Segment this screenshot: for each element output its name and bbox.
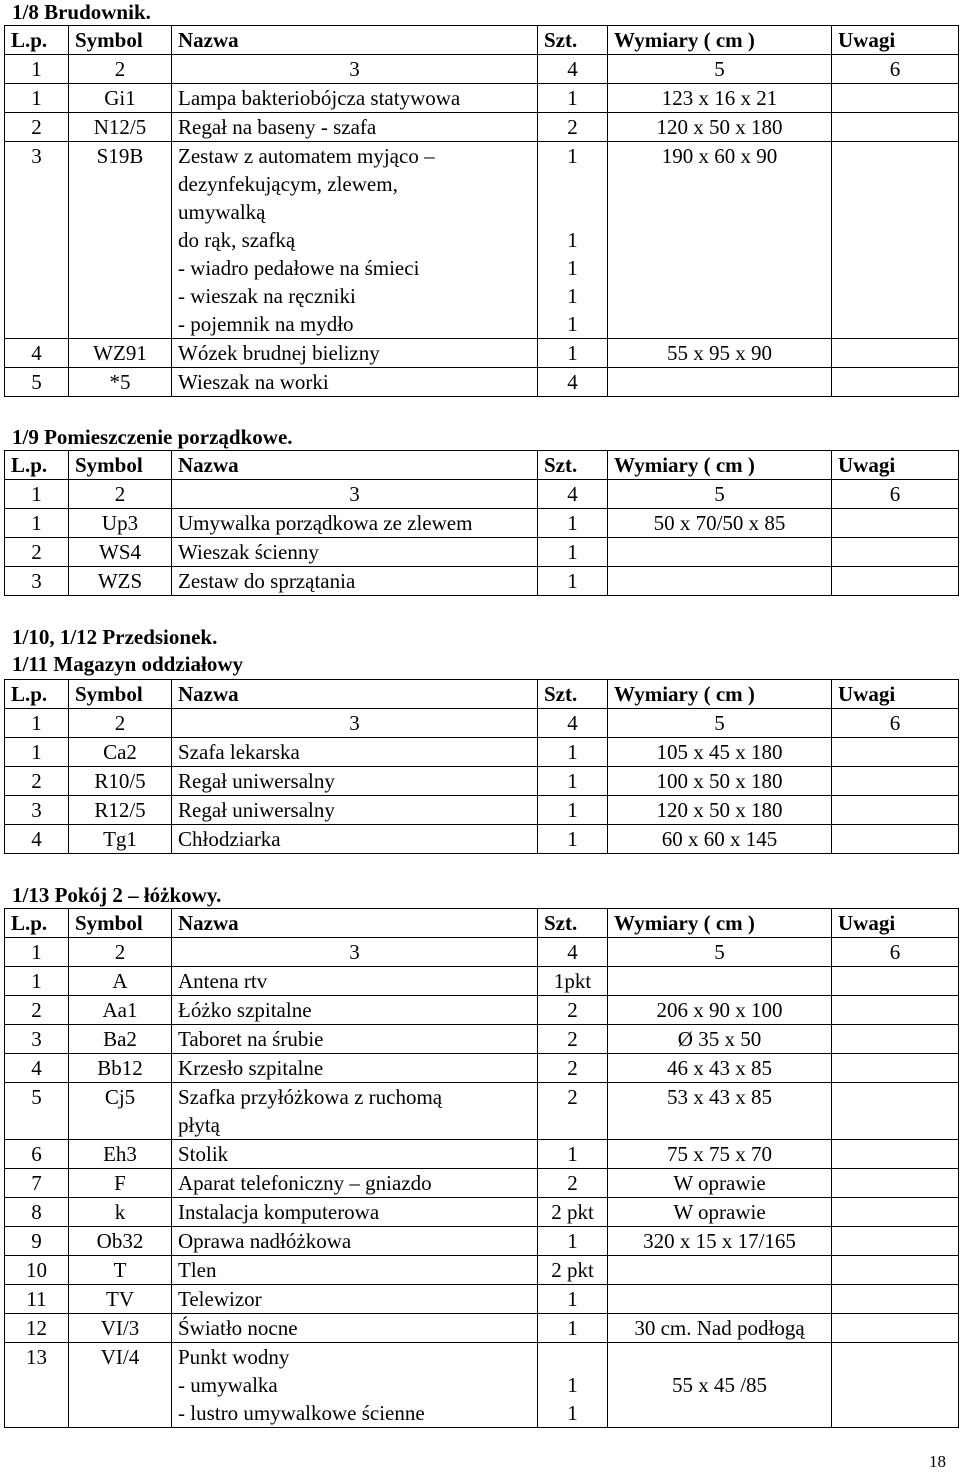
cell-szt: 2 (538, 1083, 608, 1140)
cell-szt: 2 (538, 1054, 608, 1083)
table-row (5, 1227, 959, 1256)
cell-szt: 1 (538, 1140, 608, 1169)
equipment-table (4, 450, 959, 596)
cell-wymiary: 190 x 60 x 90 (608, 142, 832, 339)
cell-szt: 2 (538, 996, 608, 1025)
cell-uwagi (832, 796, 959, 825)
table-row (5, 767, 959, 796)
cell-uwagi (832, 1227, 959, 1256)
cell-lp: 4 (5, 1054, 69, 1083)
cell-uwagi (832, 509, 959, 538)
table-row (5, 1285, 959, 1314)
column-header: Wymiary ( cm ) (608, 909, 832, 938)
column-header: Uwagi (832, 451, 959, 480)
cell-symbol: TV (69, 1285, 172, 1314)
cell-nazwa: Stolik (172, 1140, 538, 1169)
cell-wymiary: 105 x 45 x 180 (608, 738, 832, 767)
table-row (5, 1198, 959, 1227)
cell-lp: 2 (5, 538, 69, 567)
column-number: 5 (608, 709, 832, 738)
table-header-row (5, 680, 959, 709)
table-row (5, 538, 959, 567)
page-number: 18 (929, 1452, 946, 1471)
cell-szt: 1pkt (538, 967, 608, 996)
column-number-row (5, 480, 959, 509)
column-header: Szt. (538, 680, 608, 709)
cell-wymiary: 30 cm. Nad podłogą (608, 1314, 832, 1343)
cell-uwagi (832, 996, 959, 1025)
cell-symbol: Ob32 (69, 1227, 172, 1256)
cell-wymiary: 46 x 43 x 85 (608, 1054, 832, 1083)
table-row (5, 142, 959, 339)
cell-uwagi (832, 339, 959, 368)
section-subtitle: 1/11 Magazyn oddziałowy (12, 652, 244, 676)
cell-uwagi (832, 738, 959, 767)
column-header: L.p. (5, 451, 69, 480)
cell-symbol: N12/5 (69, 113, 172, 142)
cell-symbol: Tg1 (69, 825, 172, 854)
column-number: 6 (832, 55, 959, 84)
cell-nazwa: Wieszak ścienny (172, 538, 538, 567)
cell-symbol: Aa1 (69, 996, 172, 1025)
column-number: 2 (69, 55, 172, 84)
table-row (5, 368, 959, 397)
column-header: Nazwa (172, 909, 538, 938)
column-number: 4 (538, 55, 608, 84)
cell-szt: 1 (538, 84, 608, 113)
column-number: 2 (69, 938, 172, 967)
cell-symbol: F (69, 1169, 172, 1198)
column-header: Wymiary ( cm ) (608, 451, 832, 480)
cell-uwagi (832, 825, 959, 854)
table-row (5, 1140, 959, 1169)
column-header: Uwagi (832, 680, 959, 709)
table-row (5, 967, 959, 996)
table-row (5, 1256, 959, 1285)
cell-lp: 11 (5, 1285, 69, 1314)
cell-wymiary: W oprawie (608, 1198, 832, 1227)
column-header: Uwagi (832, 26, 959, 55)
cell-lp: 2 (5, 996, 69, 1025)
cell-nazwa: Regał uniwersalny (172, 796, 538, 825)
table-header-row (5, 909, 959, 938)
column-number: 1 (5, 480, 69, 509)
cell-szt: 2 pkt (538, 1256, 608, 1285)
column-header: L.p. (5, 909, 69, 938)
cell-szt: 1 (538, 1314, 608, 1343)
table-row (5, 1025, 959, 1054)
column-number: 3 (172, 55, 538, 84)
cell-uwagi (832, 538, 959, 567)
cell-uwagi (832, 767, 959, 796)
column-number: 6 (832, 938, 959, 967)
table-row (5, 567, 959, 596)
equipment-table (4, 679, 959, 854)
column-header: L.p. (5, 26, 69, 55)
column-number: 4 (538, 480, 608, 509)
cell-symbol: Eh3 (69, 1140, 172, 1169)
column-number: 4 (538, 709, 608, 738)
cell-szt: 1 (538, 825, 608, 854)
cell-symbol: Gi1 (69, 84, 172, 113)
cell-symbol: Cj5 (69, 1083, 172, 1140)
cell-nazwa: Telewizor (172, 1285, 538, 1314)
cell-szt: 1 (538, 1227, 608, 1256)
cell-symbol: k (69, 1198, 172, 1227)
cell-symbol: R12/5 (69, 796, 172, 825)
cell-wymiary (608, 538, 832, 567)
cell-wymiary: 206 x 90 x 100 (608, 996, 832, 1025)
cell-lp: 2 (5, 767, 69, 796)
cell-szt: 4 (538, 368, 608, 397)
cell-symbol: S19B (69, 142, 172, 339)
column-header: Symbol (69, 909, 172, 938)
cell-nazwa: Szafa lekarska (172, 738, 538, 767)
column-number: 1 (5, 938, 69, 967)
cell-lp: 1 (5, 967, 69, 996)
cell-nazwa: Szafka przyłóżkowa z ruchomą płytą (172, 1083, 538, 1140)
table-row (5, 1314, 959, 1343)
cell-symbol: T (69, 1256, 172, 1285)
column-number: 5 (608, 938, 832, 967)
column-number-row (5, 55, 959, 84)
cell-nazwa: Zestaw do sprzątania (172, 567, 538, 596)
cell-szt: 1 (538, 567, 608, 596)
section-title: 1/8 Brudownik. (12, 0, 151, 24)
cell-nazwa: Zestaw z automatem myjąco – dezynfekującym, zlewem, umywalką do rąk, szafką - wiadro pedałowe na śmieci - wieszak na ręczniki - pojemnik na mydło (172, 142, 538, 339)
cell-lp: 4 (5, 339, 69, 368)
column-header: Wymiary ( cm ) (608, 680, 832, 709)
column-number: 1 (5, 709, 69, 738)
cell-symbol: VI/4 (69, 1343, 172, 1428)
cell-nazwa: Wózek brudnej bielizny (172, 339, 538, 368)
cell-wymiary: 55 x 45 /85 (608, 1343, 832, 1428)
cell-symbol: VI/3 (69, 1314, 172, 1343)
column-header: L.p. (5, 680, 69, 709)
cell-lp: 5 (5, 368, 69, 397)
cell-wymiary (608, 368, 832, 397)
cell-lp: 9 (5, 1227, 69, 1256)
cell-uwagi (832, 1343, 959, 1428)
cell-lp: 3 (5, 1025, 69, 1054)
column-header: Symbol (69, 680, 172, 709)
cell-szt: 1 1 (538, 1343, 608, 1428)
column-number: 3 (172, 480, 538, 509)
table-row (5, 1054, 959, 1083)
column-number: 6 (832, 709, 959, 738)
cell-uwagi (832, 1025, 959, 1054)
cell-uwagi (832, 142, 959, 339)
column-header: Symbol (69, 451, 172, 480)
column-header: Uwagi (832, 909, 959, 938)
cell-uwagi (832, 84, 959, 113)
cell-lp: 12 (5, 1314, 69, 1343)
cell-symbol: Ba2 (69, 1025, 172, 1054)
cell-wymiary: Ø 35 x 50 (608, 1025, 832, 1054)
cell-szt: 1 (538, 1285, 608, 1314)
table-row (5, 1343, 959, 1428)
cell-uwagi (832, 368, 959, 397)
table-header-row (5, 26, 959, 55)
table-row (5, 1169, 959, 1198)
cell-szt: 1 1 1 1 1 (538, 142, 608, 339)
cell-uwagi (832, 1285, 959, 1314)
section-title: 1/13 Pokój 2 – łóżkowy. (12, 883, 222, 907)
column-number: 3 (172, 709, 538, 738)
cell-uwagi (832, 1169, 959, 1198)
column-number: 1 (5, 55, 69, 84)
column-number: 2 (69, 480, 172, 509)
cell-szt: 1 (538, 738, 608, 767)
column-header: Szt. (538, 909, 608, 938)
cell-lp: 4 (5, 825, 69, 854)
cell-nazwa: Aparat telefoniczny – gniazdo (172, 1169, 538, 1198)
column-header: Nazwa (172, 26, 538, 55)
cell-lp: 7 (5, 1169, 69, 1198)
cell-nazwa: Tlen (172, 1256, 538, 1285)
cell-wymiary: 55 x 95 x 90 (608, 339, 832, 368)
cell-lp: 2 (5, 113, 69, 142)
table-header-row (5, 451, 959, 480)
cell-uwagi (832, 1314, 959, 1343)
table-row (5, 796, 959, 825)
cell-szt: 2 (538, 113, 608, 142)
column-number: 5 (608, 480, 832, 509)
cell-symbol: WS4 (69, 538, 172, 567)
cell-wymiary: 320 x 15 x 17/165 (608, 1227, 832, 1256)
cell-szt: 1 (538, 339, 608, 368)
cell-nazwa: Światło nocne (172, 1314, 538, 1343)
cell-wymiary (608, 967, 832, 996)
cell-nazwa: Regał uniwersalny (172, 767, 538, 796)
cell-szt: 1 (538, 796, 608, 825)
table-row (5, 1083, 959, 1140)
cell-szt: 2 (538, 1169, 608, 1198)
cell-uwagi (832, 567, 959, 596)
cell-symbol: Up3 (69, 509, 172, 538)
cell-uwagi (832, 1256, 959, 1285)
column-number: 3 (172, 938, 538, 967)
cell-wymiary: W oprawie (608, 1169, 832, 1198)
cell-szt: 2 pkt (538, 1198, 608, 1227)
cell-lp: 3 (5, 796, 69, 825)
table-row (5, 825, 959, 854)
column-number-row (5, 938, 959, 967)
cell-lp: 3 (5, 142, 69, 339)
cell-uwagi (832, 967, 959, 996)
cell-uwagi (832, 1198, 959, 1227)
cell-lp: 5 (5, 1083, 69, 1140)
cell-symbol: *5 (69, 368, 172, 397)
cell-lp: 13 (5, 1343, 69, 1428)
cell-nazwa: Antena rtv (172, 967, 538, 996)
column-number: 2 (69, 709, 172, 738)
table-row (5, 113, 959, 142)
table-row (5, 509, 959, 538)
cell-wymiary (608, 1256, 832, 1285)
cell-lp: 1 (5, 84, 69, 113)
column-header: Szt. (538, 26, 608, 55)
cell-lp: 10 (5, 1256, 69, 1285)
cell-symbol: WZ91 (69, 339, 172, 368)
equipment-table (4, 25, 959, 397)
cell-nazwa: Instalacja komputerowa (172, 1198, 538, 1227)
cell-nazwa: Oprawa nadłóżkowa (172, 1227, 538, 1256)
cell-nazwa: Umywalka porządkowa ze zlewem (172, 509, 538, 538)
cell-nazwa: Punkt wodny - umywalka - lustro umywalkowe ścienne (172, 1343, 538, 1428)
column-header: Wymiary ( cm ) (608, 26, 832, 55)
column-number-row (5, 709, 959, 738)
cell-wymiary: 50 x 70/50 x 85 (608, 509, 832, 538)
cell-nazwa: Wieszak na worki (172, 368, 538, 397)
cell-lp: 1 (5, 509, 69, 538)
cell-uwagi (832, 113, 959, 142)
cell-symbol: Ca2 (69, 738, 172, 767)
cell-szt: 1 (538, 767, 608, 796)
cell-uwagi (832, 1083, 959, 1140)
cell-symbol: WZS (69, 567, 172, 596)
table-row (5, 996, 959, 1025)
column-number: 4 (538, 938, 608, 967)
equipment-table (4, 908, 959, 1428)
column-number: 6 (832, 480, 959, 509)
cell-nazwa: Regał na baseny - szafa (172, 113, 538, 142)
column-header: Symbol (69, 26, 172, 55)
cell-lp: 3 (5, 567, 69, 596)
cell-symbol: R10/5 (69, 767, 172, 796)
column-header: Nazwa (172, 680, 538, 709)
table-row (5, 339, 959, 368)
cell-szt: 1 (538, 509, 608, 538)
section-title: 1/10, 1/12 Przedsionek. (12, 625, 218, 649)
cell-lp: 1 (5, 738, 69, 767)
cell-symbol: A (69, 967, 172, 996)
column-header: Szt. (538, 451, 608, 480)
cell-uwagi (832, 1140, 959, 1169)
cell-nazwa: Krzesło szpitalne (172, 1054, 538, 1083)
cell-szt: 1 (538, 538, 608, 567)
cell-wymiary: 75 x 75 x 70 (608, 1140, 832, 1169)
section-title: 1/9 Pomieszczenie porządkowe. (12, 425, 293, 449)
cell-lp: 6 (5, 1140, 69, 1169)
cell-wymiary (608, 567, 832, 596)
cell-nazwa: Chłodziarka (172, 825, 538, 854)
cell-wymiary: 53 x 43 x 85 (608, 1083, 832, 1140)
cell-wymiary: 120 x 50 x 180 (608, 796, 832, 825)
cell-szt: 2 (538, 1025, 608, 1054)
cell-nazwa: Lampa bakteriobójcza statywowa (172, 84, 538, 113)
cell-wymiary: 123 x 16 x 21 (608, 84, 832, 113)
cell-nazwa: Łóżko szpitalne (172, 996, 538, 1025)
table-row (5, 84, 959, 113)
cell-wymiary: 120 x 50 x 180 (608, 113, 832, 142)
cell-nazwa: Taboret na śrubie (172, 1025, 538, 1054)
cell-symbol: Bb12 (69, 1054, 172, 1083)
table-row (5, 738, 959, 767)
column-header: Nazwa (172, 451, 538, 480)
column-number: 5 (608, 55, 832, 84)
cell-lp: 8 (5, 1198, 69, 1227)
cell-wymiary (608, 1285, 832, 1314)
cell-wymiary: 60 x 60 x 145 (608, 825, 832, 854)
cell-wymiary: 100 x 50 x 180 (608, 767, 832, 796)
cell-uwagi (832, 1054, 959, 1083)
